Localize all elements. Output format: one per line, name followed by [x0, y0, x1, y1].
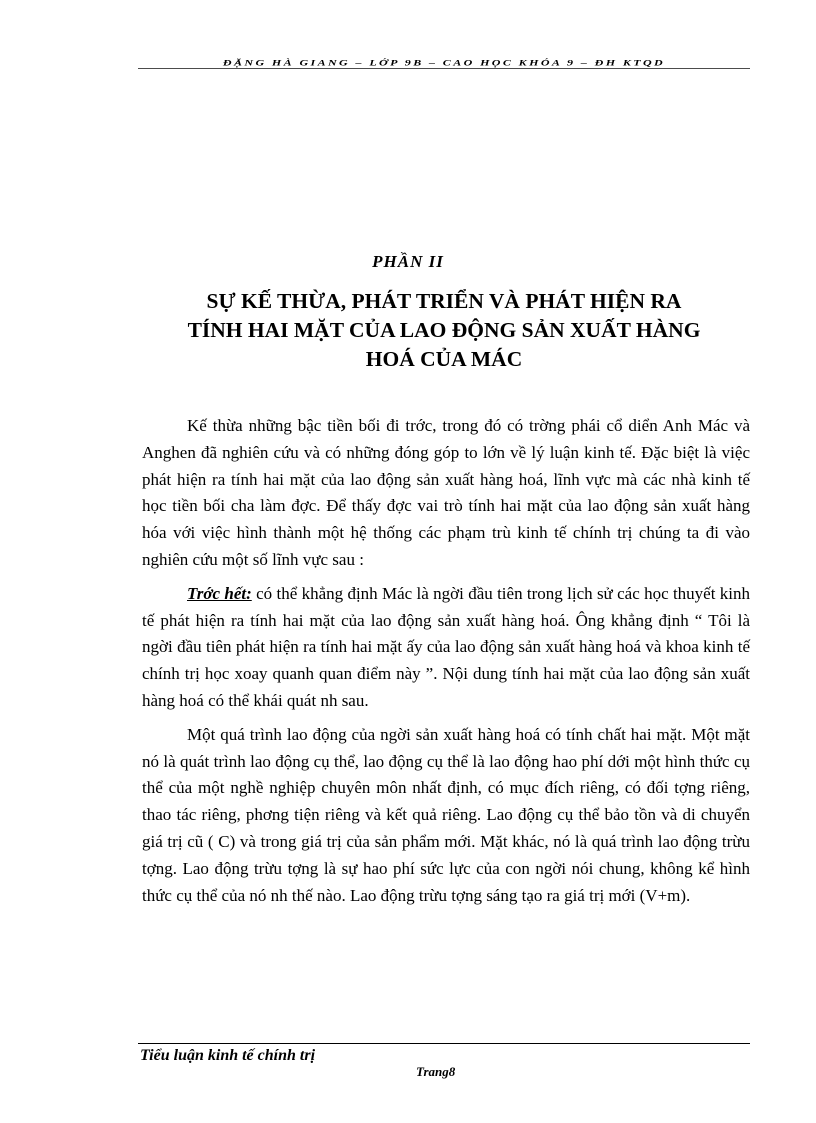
footer-divider: [138, 1043, 750, 1044]
section-title: [138, 287, 750, 374]
footer-title: Tiểu luận kinh tế chính trị: [140, 1047, 316, 1064]
title-line: TÍNH HAI MẶT CỦA LAO ĐỘNG SẢN XUẤT HÀNG: [187, 318, 701, 342]
paragraph-text: có thể khẳng định Mác là ngời đầu tiên trong lịch sử các học thuyết kinh tế phát hiện ra tính hai mặt của lao động sản xuất hàng hoá. Ông khẳng định “ Tôi là ngời đầu tiên phát hiện ra tính hai mặt ấy của lao động sản xuất hàng hoá và khoa kinh tế chính trị học xoay quanh quan điểm này ”. Nội dung tính hai mặt của lao động sản xuất hàng hoá có thể khái quát nh sau.: [142, 583, 750, 710]
paragraph: [142, 581, 750, 715]
title-line: HOÁ CỦA MÁC: [365, 347, 523, 371]
paragraph: Kế thừa những bậc tiền bối đi trớc, trong đó có trờng phái cổ diển Anh Mác và Anghen đã nghiên cứu và có những đóng góp to lớn về lý luận kinh tế. Đặc biệt là việc phát hiện ra tính hai mặt của lao động sản xuất hàng hoá, lĩnh vực mà các nhà kinh tế học tiền bối cha làm đợc. Để thấy đợc vai trò tính hai mặt của lao động sản xuất hàng hóa với việc hình thành một hệ thống các phạm trù kinh tế chính trị chúng ta đi vào nghiên cứu một số lĩnh vực sau :: [142, 416, 750, 569]
part-label: PHẦN II: [372, 252, 444, 271]
running-header: ĐẶNG HÀ GIANG – LỚP 9B – CAO HỌC KHÓA 9 – ĐH KTQD: [138, 57, 750, 69]
title-line: SỰ KẾ THỪA, PHÁT TRIỂN VÀ PHÁT HIỆN RA: [206, 289, 682, 313]
page-number: Trang8: [416, 1064, 456, 1079]
paragraph-lead: Trớc hết:: [187, 583, 252, 603]
body-text: [142, 413, 750, 909]
paragraph: Một quá trình lao động của ngời sản xuất hàng hoá có tính chất hai mặt. Một mặt nó là quát trình lao động cụ thể, lao động cụ thể là lao động hao phí dới một hình thức cụ thể của một nghề nghiệp chuyên môn nhất định, có mục đích riêng, có đối tợng riêng, thao tác riêng, phơng tiện riêng và kết quả riêng. Lao động cụ thể bảo tồn và di chuyển giá trị cũ ( C) và trong giá trị của sản phẩm mới. Mặt khác, nó là quá trình lao động trừu tợng. Lao động trừu tợng là sự hao phí sức lực của con ngời nói chung, không kể hình thức cụ thể của nó nh thế nào. Lao động trừu tợng sáng tạo ra giá trị mới (V+m).: [142, 724, 750, 905]
